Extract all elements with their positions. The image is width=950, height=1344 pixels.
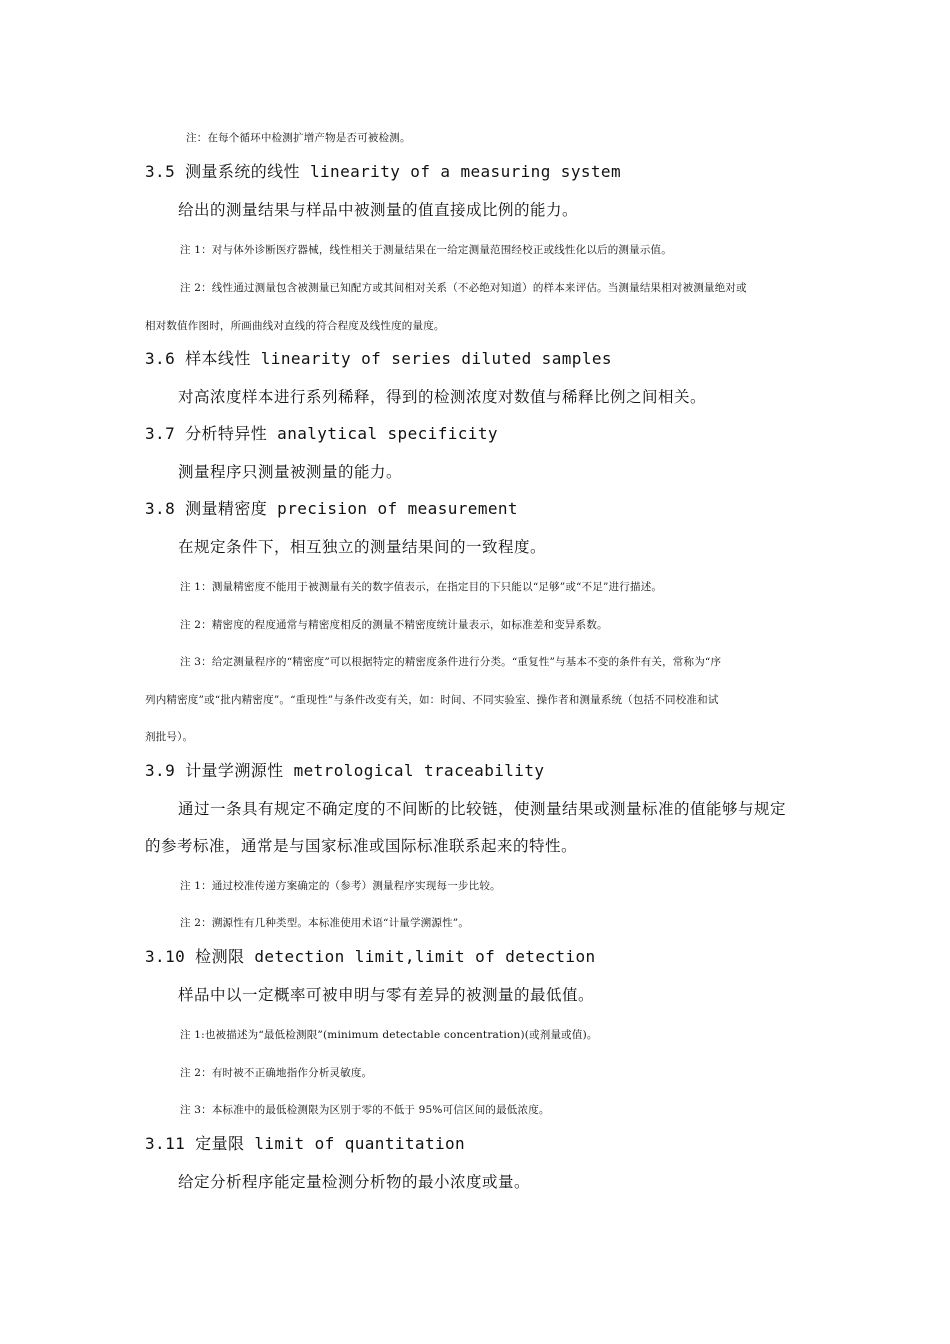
heading-3-6: 3.6 样本线性 linearity of series diluted samples xyxy=(145,349,612,368)
note-3-5-1: 注 1：对与体外诊断医疗器械，线性相关于测量结果在一给定测量范围经校正或线性化以后的测量示值。 xyxy=(180,244,672,256)
heading-3-7: 3.7 分析特异性 analytical specificity xyxy=(145,424,498,443)
note-3-9-2: 注 2：溯源性有几种类型。本标准使用术语“计量学溯源性”。 xyxy=(180,917,470,929)
note-3-8-3: 注 3：给定测量程序的“精密度”可以根据特定的精密度条件进行分类。“重复性”与基本不变的条件有关，常称为“序 xyxy=(180,656,722,668)
definition-3-10: 样品中以一定概率可被申明与零有差异的被测量的最低值。 xyxy=(178,986,595,1004)
note-3-8-2: 注 2：精密度的程度通常与精密度相反的测量不精密度统计量表示，如标准差和变异系数。 xyxy=(180,619,608,631)
definition-3-5: 给出的测量结果与样品中被测量的值直接成比例的能力。 xyxy=(178,201,579,219)
definition-3-7: 测量程序只测量被测量的能力。 xyxy=(178,463,403,481)
heading-3-11: 3.11 定量限 limit of quantitation xyxy=(145,1134,466,1153)
note-3-9-1: 注 1：通过校准传递方案确定的（参考）测量程序实现每一步比较。 xyxy=(180,880,501,892)
note-3-8-3-end: 剂批号）。 xyxy=(145,731,194,743)
definition-3-9-continued: 的参考标准，通常是与国家标准或国际标准联系起来的特性。 xyxy=(145,837,578,855)
note-3-10-1: 注 1:也被描述为“最低检测限”(minimum detectable concentration)(或剂量或值)。 xyxy=(180,1029,598,1041)
heading-3-9: 3.9 计量学溯源性 metrological traceability xyxy=(145,761,545,780)
heading-3-8: 3.8 测量精密度 precision of measurement xyxy=(145,499,518,518)
note-3-5-2: 注 2：线性通过测量包含被测量已知配方或其间相对关系（不必绝对知道）的样本来评估。当测量结果相对被测量绝对或 xyxy=(180,282,747,294)
note-pcr-detection: 注：在每个循环中检测扩增产物是否可被检测。 xyxy=(186,132,411,144)
definition-3-6: 对高浓度样本进行系列稀释，得到的检测浓度对数值与稀释比例之间相关。 xyxy=(178,388,707,406)
note-3-10-3: 注 3：本标准中的最低检测限为区别于零的不低于 95%可信区间的最低浓度。 xyxy=(180,1104,550,1116)
note-3-8-1: 注 1：测量精密度不能用于被测量有关的数字值表示，在指定目的下只能以“足够”或“不足”进行描述。 xyxy=(180,581,663,593)
heading-3-5: 3.5 测量系统的线性 linearity of a measuring system xyxy=(145,162,621,181)
note-3-8-3-continued: 列内精密度”或“批内精密度”。“重现性”与条件改变有关，如：时间、不同实验室、操作者和测量系统（包括不同校准和试 xyxy=(145,694,719,706)
definition-3-9: 通过一条具有规定不确定度的不间断的比较链，使测量结果或测量标准的值能够与规定 xyxy=(178,800,787,818)
note-3-10-2: 注 2：有时被不正确地指作分析灵敏度。 xyxy=(180,1067,373,1079)
definition-3-8: 在规定条件下，相互独立的测量结果间的一致程度。 xyxy=(178,538,547,556)
note-3-5-2-continued: 相对数值作图时，所画曲线对直线的符合程度及线性度的量度。 xyxy=(145,320,445,332)
heading-3-10: 3.10 检测限 detection limit,limit of detection xyxy=(145,947,596,966)
definition-3-11: 给定分析程序能定量检测分析物的最小浓度或量。 xyxy=(178,1173,531,1191)
